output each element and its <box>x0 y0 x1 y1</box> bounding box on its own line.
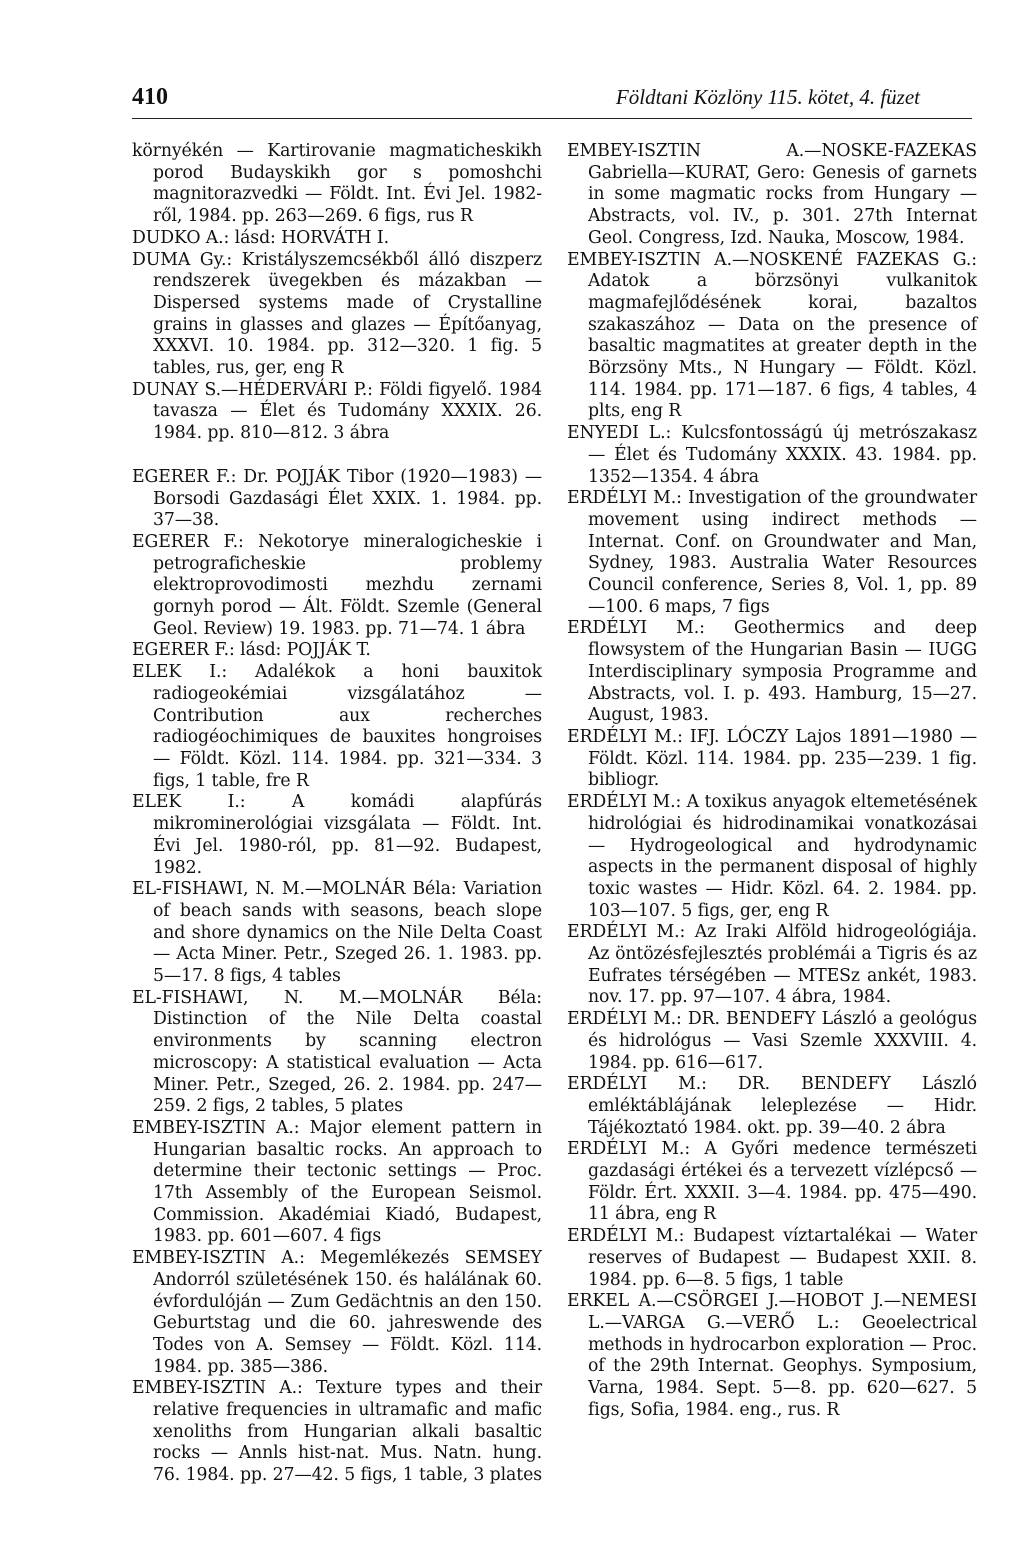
right-column <box>567 141 977 1421</box>
bib-entry: ELEK I.: A komádi alapfúrás mikrominerológiai vizsgálata — Földt. Int. Évi Jel. 1980-ról, pp. 81—92. Budapest, 1982. <box>132 792 542 878</box>
bib-entry: DUDKO A.: lásd: HORVÁTH I. <box>132 227 390 248</box>
left-column <box>132 141 542 1487</box>
bib-entry: ERDÉLYI M.: IFJ. LÓCZY Lajos 1891—1980 — Földt. Közl. 114. 1984. pp. 235—239. 1 fig. bibliogr. <box>567 726 977 791</box>
bib-entry: EMBEY-ISZTIN A.—NOSKE-FAZEKAS Gabriella—KURAT, Gero: Genesis of garnets in some magmatic rocks from Hungary — Abstracts, vol. IV., p. 301. 27th Internat Geol. Congress, Izd. Nauka, Moscow, 1984. <box>567 141 977 248</box>
bib-entry: EGERER F.: Dr. POJJÁK Tibor (1920—1983) — Borsodi Gazdasági Élet XXIX. 1. 1984. pp. 37—38. <box>132 466 542 531</box>
bib-entry: EL-FISHAWI, N. M.—MOLNÁR Béla: Variation of beach sands with seasons, beach slope and shore dynamics on the Nile Delta Coast — Acta Miner. Petr., Szeged 26. 1. 1983. pp. 5—17. 8 figs, 4 tables <box>132 879 542 987</box>
bib-entry: ERDÉLYI M.: A Győri medence természeti gazdasági értékei és a tervezett vízlépcső — Földr. Ért. XXXII. 3—4. 1984. pp. 475—490. 11 ábra, eng R <box>567 1139 977 1225</box>
bib-entry: EL-FISHAWI, N. M.—MOLNÁR Béla: Distinction of the Nile Delta coastal environments by scanning electron microscopy: A statistical evaluation — Acta Miner. Petr., Szeged, 26. 2. 1984. pp. 247—259. 2 figs, 2 tables, 5 plates <box>132 987 542 1117</box>
bib-entry: EGERER F.: Nekotorye mineralogicheskie i petrograficheskie problemy elektroprovodimosti mezhdu zernami gornyh porod — Ált. Földt. Szemle (General Geol. Review) 19. 1983. pp. 71—74. 1 ábra <box>132 531 542 639</box>
bib-entry: ERKEL A.—CSÖRGEI J.—HOBOT J.—NEMESI L.—VARGA G.—VERŐ L.: Geoelectrical methods in hydrocarbon exploration — Proc. of the 29th Internat. Geophys. Symposium, Varna, 1984. Sept. 5—8. pp. 620—627. 5 figs, Sofia, 1984. eng., rus. R <box>567 1291 977 1420</box>
bib-entry: EMBEY-ISZTIN A.: Texture types and their relative frequencies in ultramafic and mafic xenoliths from Hungarian alkali basaltic rocks — Annls hist-nat. Mus. Natn. hung. 76. 1984. pp. 27—42. 5 figs, 1 table, 3 plates <box>132 1378 542 1486</box>
running-title: Földtani Közlöny 115. kötet, 4. füzet <box>615 85 920 109</box>
bib-entry: DUMA Gy.: Kristályszemcsékből álló diszperz rendszerek üvegekben és mázakban — Dispersed systems made of Crystalline grains in glasses and glazes — Építőanyag, XXXVI. 10. 1984. pp. 312—320. 1 fig. 5 tables, rus, ger, eng R <box>132 249 542 379</box>
bib-entry: EGERER F.: lásd: POJJÁK T. <box>132 640 371 661</box>
page-number: 410 <box>132 84 168 110</box>
bib-entry: ERDÉLYI M.: Investigation of the groundwater movement using indirect methods — Internat. Conf. on Groundwater and Man, Sydney, 1983. Australia Water Resources Council conference, Series 8, Vol. 1, pp. 89—100. 6 maps, 7 figs <box>567 488 977 617</box>
bib-entry: környékén — Kartirovanie magmaticheskikh porod Budayskikh gor s pomoshchi magnitorazvedki — Földt. Int. Évi Jel. 1982-ről, 1984. pp. 263—269. 6 figs, rus R <box>132 141 542 227</box>
bib-entry: ERDÉLYI M.: Az Iraki Alföld hidrogeológiája. Az öntözésfejlesztés problémái a Tigris és az Eufrates térségében — MTESz ankét, 1983. nov. 17. pp. 97—107. 4 ábra, 1984. <box>567 922 977 1008</box>
bib-entry: ERDÉLYI M.: Geothermics and deep flowsystem of the Hungarian Basin — IUGG Interdisciplinary symposia Programme and Abstracts, vol. I. p. 493. Hamburg, 15—27. August, 1983. <box>567 618 977 726</box>
bib-entry: ERDÉLYI M.: DR. BENDEFY László emléktáblájának leleplezése — Hidr. Tájékoztató 1984. okt. pp. 39—40. 2 ábra <box>567 1074 977 1138</box>
bib-entry: EMBEY-ISZTIN A.: Major element pattern in Hungarian basaltic rocks. An approach to determine their tectonic settings — Proc. 17th Assembly of the European Seismol. Commission. Akadémiai Kiadó, Budapest, 1983. pp. 601—607. 4 figs <box>132 1117 542 1247</box>
bib-entry: ENYEDI L.: Kulcsfontosságú új metrószakasz — Élet és Tudomány XXXIX. 43. 1984. pp. 1352—1354. 4 ábra <box>567 423 977 487</box>
bib-entry: ERDÉLYI M.: Budapest víztartalékai — Water reserves of Budapest — Budapest XXII. 8. 1984. pp. 6—8. 5 figs, 1 table <box>567 1226 977 1290</box>
bib-entry: DUNAY S.—HÉDERVÁRI P.: Földi figyelő. 1984 tavasza — Élet és Tudomány XXXIX. 26. 1984. pp. 810—812. 3 ábra <box>132 379 542 444</box>
bib-entry: EMBEY-ISZTIN A.—NOSKENÉ FAZEKAS G.: Adatok a börzsönyi vulkanitok magmafejlődésének korai, bazaltos szakaszához — Data on the presence of basaltic magmatites at greater depth in the Börzsöny Mts., N Hungary — Földt. Közl. 114. 1984. pp. 171—187. 6 figs, 4 tables, 4 plts, eng R <box>567 249 977 422</box>
page-header <box>132 84 972 119</box>
bib-entry: ERDÉLYI M.: A toxikus anyagok eltemetésének hidrológiai és hidrodinamikai vonatkozásai — Hydrogeological and hydrodynamic aspects in the permanent disposal of highly toxic wastes — Hidr. Közl. 64. 2. 1984. pp. 103—107. 5 figs, ger, eng R <box>567 792 977 921</box>
bib-entry: ERDÉLYI M.: DR. BENDEFY László a geológus és hidrológus — Vasi Szemle XXXVIII. 4. 1984. pp. 616—617. <box>567 1009 977 1073</box>
bib-entry: EMBEY-ISZTIN A.: Megemlékezés SEMSEY Andorról születésének 150. és halálának 60. évfordulóján — Zum Gedächtnis an den 150. Geburtstag und die 60. jahreswende des Todes von A. Semsey — Földt. Közl. 114. 1984. pp. 385—386. <box>132 1248 542 1377</box>
bib-entry: ELEK I.: Adalékok a honi bauxitok radiogeokémiai vizsgálatához — Contribution aux recherches radiogéochimiques de bauxites hongroises — Földt. Közl. 114. 1984. pp. 321—334. 3 figs, 1 table, fre R <box>132 662 542 791</box>
